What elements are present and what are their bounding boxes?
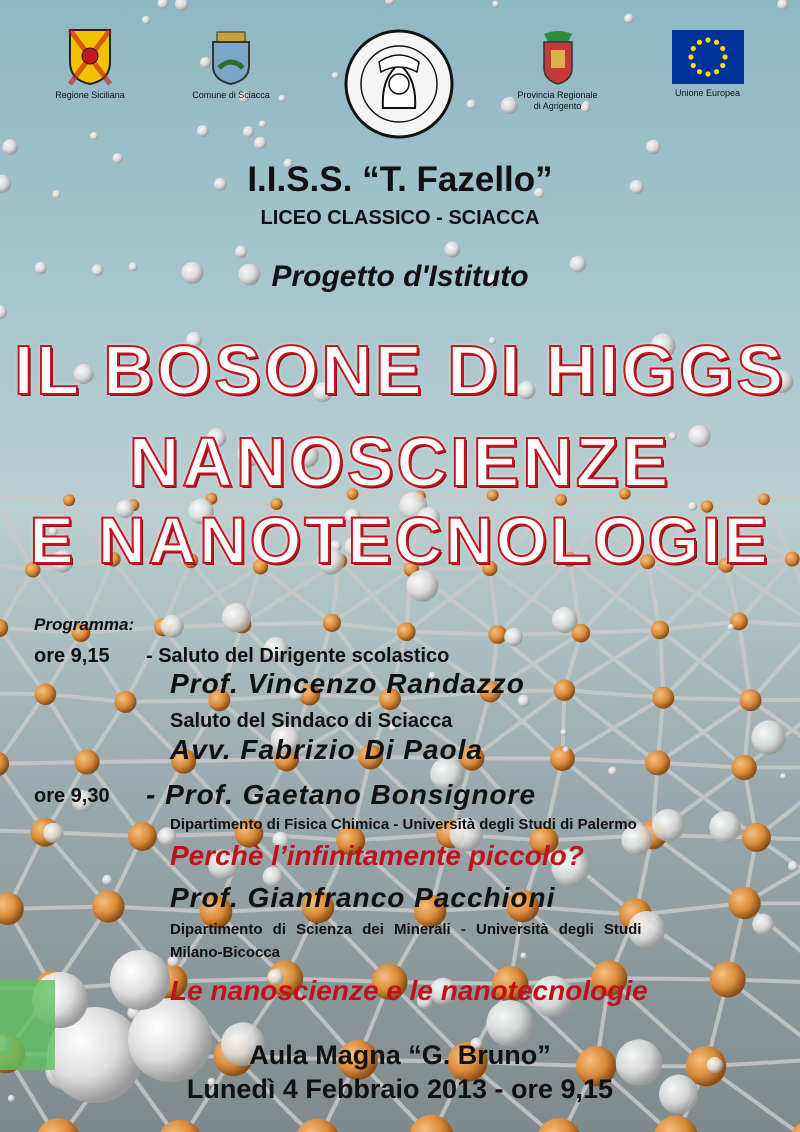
orange-atom (537, 1118, 581, 1132)
eu-star (720, 46, 725, 51)
orange-atom (74, 749, 99, 774)
provincia-caption-1: Provincia Regionale (517, 90, 598, 100)
item-4-dept-1: Dipartimento di Scienza dei Minerali - Università degli Studi (170, 921, 642, 938)
white-atom (624, 14, 634, 24)
white-atom (552, 607, 578, 633)
orange-atom (550, 746, 575, 771)
orange-atom (728, 887, 760, 919)
item-1-role: - Saluto del Dirigente scolastico (146, 645, 450, 667)
eu-star (720, 63, 725, 68)
lattice-bond (658, 700, 751, 763)
item-3-title: Perchè l’infinitamente piccolo? (170, 840, 584, 871)
lattice-bond (332, 623, 406, 632)
lattice-bond (581, 630, 660, 633)
white-atom (444, 241, 460, 257)
eu-star (690, 46, 695, 51)
white-atom (259, 120, 266, 127)
white-atom (43, 823, 63, 843)
orange-atom (0, 893, 24, 925)
white-atom (161, 615, 184, 638)
lattice-bond (739, 621, 751, 700)
white-atom (728, 624, 735, 631)
item-4-title: Le nanoscienze e le nanotecnologie (170, 975, 648, 1006)
orange-atom (654, 1116, 698, 1132)
white-atom (780, 773, 786, 779)
orange-atom (651, 621, 669, 639)
eu-star (713, 40, 718, 45)
white-atom (197, 125, 209, 137)
white-atom (102, 875, 112, 885)
white-atom (243, 126, 254, 137)
lattice-bond (564, 690, 663, 698)
eu-star (713, 69, 718, 74)
lattice-bond (663, 698, 750, 700)
item-2-role: Saluto del Sindaco di Sciacca (170, 710, 453, 732)
time-2: ore 9,30 (34, 785, 110, 807)
white-atom (175, 0, 189, 11)
title-line-3: E NANOTECNOLOGIE (29, 503, 771, 577)
lattice-bond (739, 621, 800, 626)
white-atom (751, 720, 785, 754)
white-atom (752, 914, 774, 936)
item-4-name: Prof. Gianfranco Pacchioni (170, 882, 556, 913)
title-line-1: IL BOSONE DI HIGGS (13, 331, 787, 409)
trinacria-icon (68, 28, 112, 86)
regione-siciliana-logo (40, 28, 140, 101)
lattice-bond (406, 632, 497, 635)
eu-star (722, 54, 727, 59)
liceo-subtitle: LICEO CLASSICO - SCIACCA (260, 207, 540, 229)
white-atom (504, 628, 523, 647)
eu-star (690, 63, 695, 68)
orange-atom (0, 619, 8, 637)
orange-atom (295, 1119, 339, 1132)
orange-atom (488, 625, 507, 644)
orange-atom (92, 890, 124, 922)
orange-atom (740, 689, 762, 711)
orange-atom (35, 683, 57, 705)
orange-atom (0, 751, 9, 776)
orange-atom (554, 679, 576, 701)
eu-logo (660, 30, 755, 99)
event-date: Lunedì 4 Febbraio 2013 - ore 9,15 (186, 1074, 614, 1104)
lattice-bond (0, 570, 33, 628)
white-atom (254, 137, 266, 149)
eu-caption: Unione Europea (674, 88, 741, 98)
orange-atom (710, 962, 746, 998)
white-atom (385, 0, 395, 5)
white-atom (142, 16, 151, 25)
white-atom (332, 72, 339, 79)
provincia-caption-2: di Agrigento (533, 101, 582, 111)
white-atom (563, 747, 569, 753)
lattice-bond (125, 700, 219, 702)
lattice-bond (0, 694, 45, 764)
school-seal (343, 28, 455, 143)
white-atom (90, 132, 98, 140)
lattice-bond (562, 698, 663, 759)
venue: Aula Magna “G. Bruno” (249, 1040, 551, 1070)
provincia-crest-icon (538, 28, 578, 86)
orange-atom (645, 750, 670, 775)
white-atom (467, 99, 477, 109)
eu-star (705, 37, 710, 42)
lattice-bond (45, 694, 125, 702)
lattice-bond (658, 763, 744, 768)
provincia-agrigento-logo (500, 28, 615, 112)
lattice-bond (242, 623, 332, 624)
white-atom (2, 139, 18, 155)
white-atom (777, 0, 788, 10)
orange-atom (742, 823, 771, 852)
program-label: Programma: (34, 615, 135, 634)
orange-atom (409, 1115, 453, 1132)
orange-atom (652, 687, 674, 709)
white-atom (788, 861, 798, 871)
item-4-dept-2: Milano-Bicocca (170, 944, 281, 961)
white-atom (560, 729, 566, 735)
eu-star (696, 69, 701, 74)
comune-sciacca-logo (176, 28, 286, 101)
lattice-bond (564, 690, 657, 763)
white-atom (222, 603, 251, 632)
regione-caption: Regione Siciliana (55, 90, 125, 100)
lattice-bond (0, 762, 87, 764)
white-atom (608, 767, 617, 776)
orange-atom (731, 755, 756, 780)
white-atom (646, 140, 661, 155)
lattice-bond (490, 568, 498, 634)
progetto-label: Progetto d'Istituto (271, 260, 529, 293)
orange-atom (397, 622, 416, 641)
white-atom (0, 305, 7, 319)
white-atom (235, 246, 247, 258)
comune-caption: Comune di Sciacca (192, 90, 270, 100)
white-atom (709, 811, 741, 843)
item-3-name: - Prof. Gaetano Bonsignore (146, 779, 537, 810)
white-atom (652, 809, 685, 842)
item-3-dept: Dipartimento di Fisica Chimica - Università degli Studi di Palermo (170, 816, 637, 833)
eu-star (688, 54, 693, 59)
lattice-bond (660, 621, 739, 630)
lattice-bond (751, 626, 800, 700)
lattice-bond (653, 835, 745, 903)
eu-star (696, 40, 701, 45)
time-1: ore 9,15 (34, 645, 110, 667)
eu-flag-icon (672, 30, 744, 84)
school-name: I.I.S.S. “T. Fazello” (247, 160, 553, 199)
lattice-bond (663, 621, 739, 697)
orange-atom (114, 691, 136, 713)
city-crest-icon (209, 28, 253, 86)
orange-atom (128, 822, 157, 851)
item-2-name: Avv. Fabrizio Di Paola (170, 734, 483, 765)
eu-star (705, 71, 710, 76)
title-line-2: NANOSCIENZE (128, 423, 672, 501)
white-atom (492, 1, 499, 8)
white-atom (520, 952, 526, 958)
white-atom (110, 950, 170, 1010)
school-seal-icon (343, 28, 455, 140)
lattice-bond (581, 633, 663, 698)
lattice-bond (562, 759, 657, 763)
item-1-name: Prof. Vincenzo Randazzo (170, 668, 525, 699)
orange-atom (323, 614, 341, 632)
white-atom (157, 0, 168, 9)
